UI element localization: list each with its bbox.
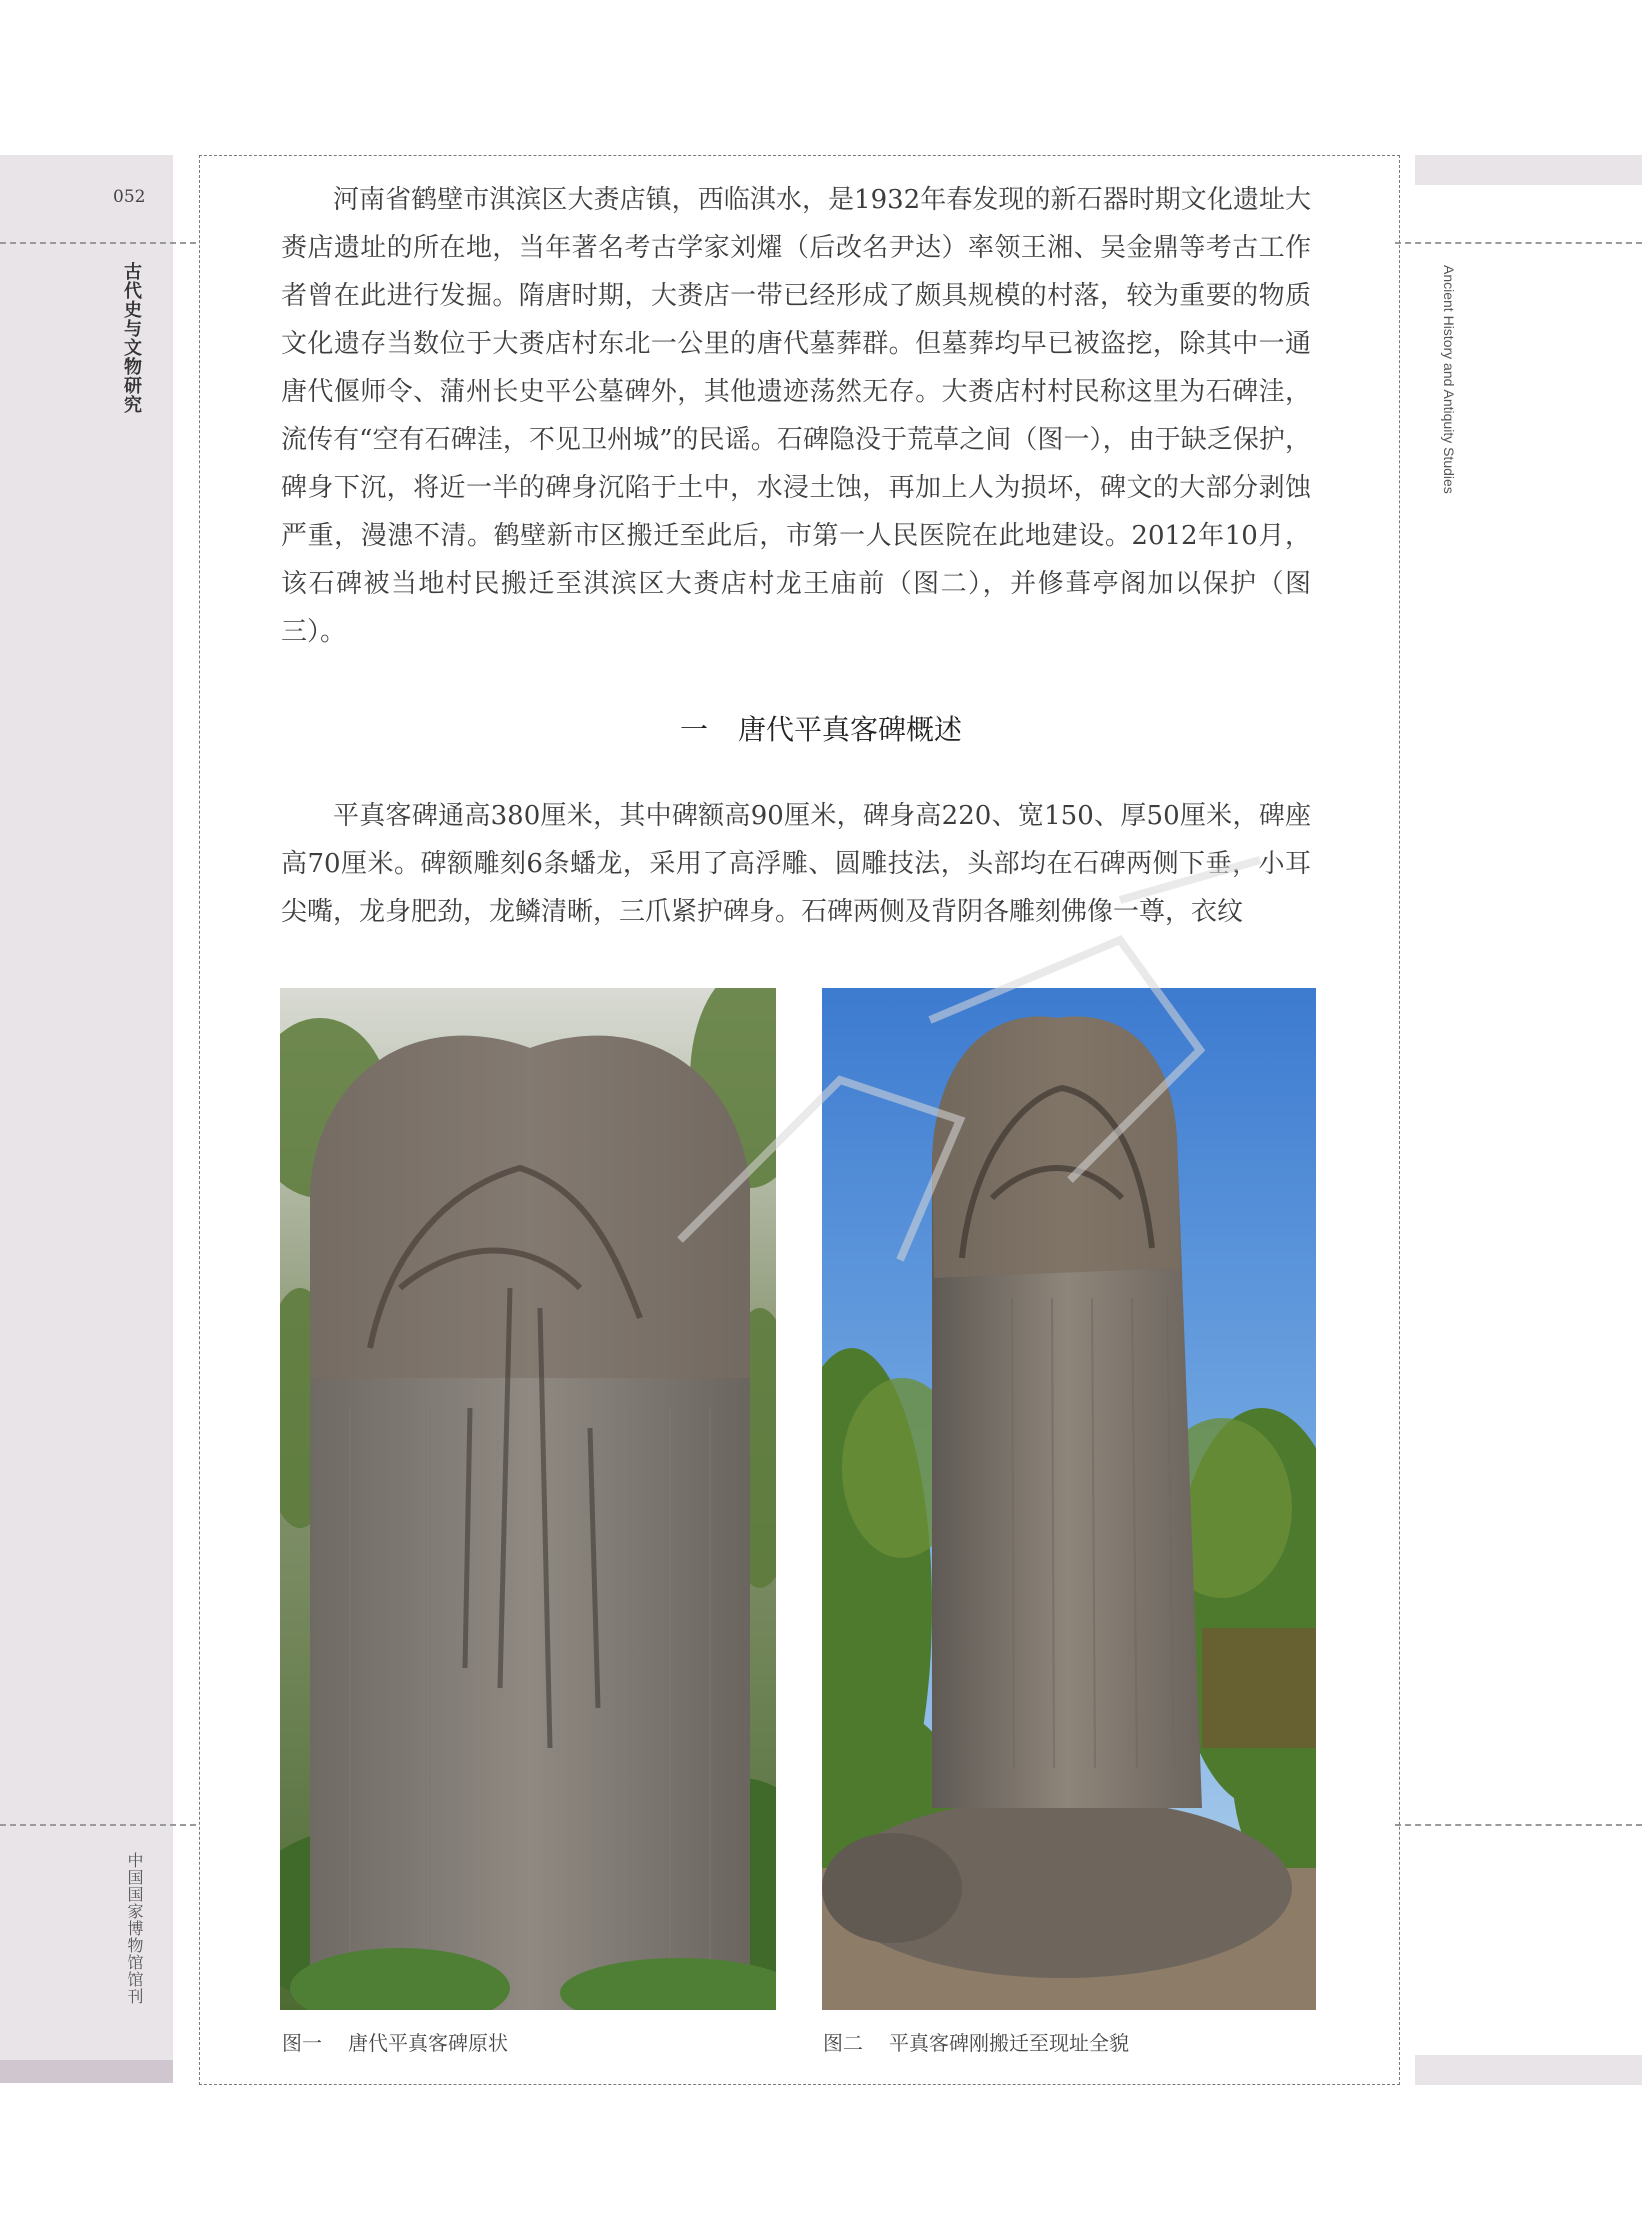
figure-2-photo xyxy=(822,988,1316,2010)
section-title: 唐代平真客碑概述 xyxy=(738,713,963,746)
paragraph-intro: 河南省鹤壁市淇滨区大赉店镇，西临淇水，是1932年春发现的新石器时期文化遗址大赉店遗址的所在地，当年著名考古学家刘燿（后改名尹达）率领王湘、吴金鼎等考古工作者曾在此进行发掘。隋唐时期，大赉店一带已经形成了颇具规模的村落，较为重要的物质文化遗存当数位于大赉店村东北一公里的唐代墓葬群。但墓葬均早已被盗挖，除其中一通唐代偃师令、蒲州长史平公墓碑外，其他遗迹荡然无存。大赉店村村民称这里为石碑洼，流传有“空有石碑洼，不见卫州城”的民谣。石碑隐没于荒草之间（图一），由于缺乏保护，碑身下沉，将近一半的碑身沉陷于土中，水浸土蚀，再加上人为损坏，碑文的大部分剥蚀严重，漫漶不清。鹤壁新市区搬迁至此后，市第一人民医院在此地建设。2012年10月，该石碑被当地村民搬迁至淇滨区大赉店村龙王庙前（图二），并修葺亭阁加以保护（图三）。 xyxy=(281,185,1311,647)
figure-2-caption xyxy=(823,2027,1129,2056)
figure-1-caption-text: 唐代平真客碑原状 xyxy=(348,2031,508,2055)
left-margin-band-bottom xyxy=(0,2060,173,2083)
figure-1-label: 图一 xyxy=(282,2031,322,2055)
left-margin-section-title: 古代史与文物研究 xyxy=(121,262,142,414)
figure-1-photo xyxy=(280,988,776,2010)
figure-2-label: 图二 xyxy=(823,2031,863,2055)
right-margin-english-title: Ancient History and Antiquity Studies xyxy=(1441,265,1457,494)
right-margin-bar-top xyxy=(1415,155,1642,185)
paragraph-overview: 平真客碑通高380厘米，其中碑额高90厘米，碑身高220、宽150、厚50厘米，碑座高70厘米。碑额雕刻6条蟠龙，采用了高浮雕、圆雕技法，头部均在石碑两侧下垂，小耳尖嘴，龙身肥劲，龙鳞清晰，三爪紧护碑身。石碑两侧及背阴各雕刻佛像一尊，衣纹 xyxy=(281,801,1311,927)
figure-1-caption xyxy=(282,2027,508,2056)
figure-2-caption-text: 平真客碑刚搬迁至现址全貌 xyxy=(889,2031,1129,2055)
right-divider-top xyxy=(1395,242,1642,244)
left-divider-top xyxy=(0,242,196,244)
section-heading xyxy=(0,708,1642,748)
left-margin-band xyxy=(0,155,173,2083)
right-margin-bar-bottom xyxy=(1415,2055,1642,2085)
left-margin-journal-name: 中国国家博物馆馆刊 xyxy=(125,1852,144,2005)
right-divider-bottom xyxy=(1395,1824,1642,1826)
left-divider-bottom xyxy=(0,1824,196,1826)
page-number: 052 xyxy=(113,187,146,207)
section-number: 一 xyxy=(679,713,708,746)
